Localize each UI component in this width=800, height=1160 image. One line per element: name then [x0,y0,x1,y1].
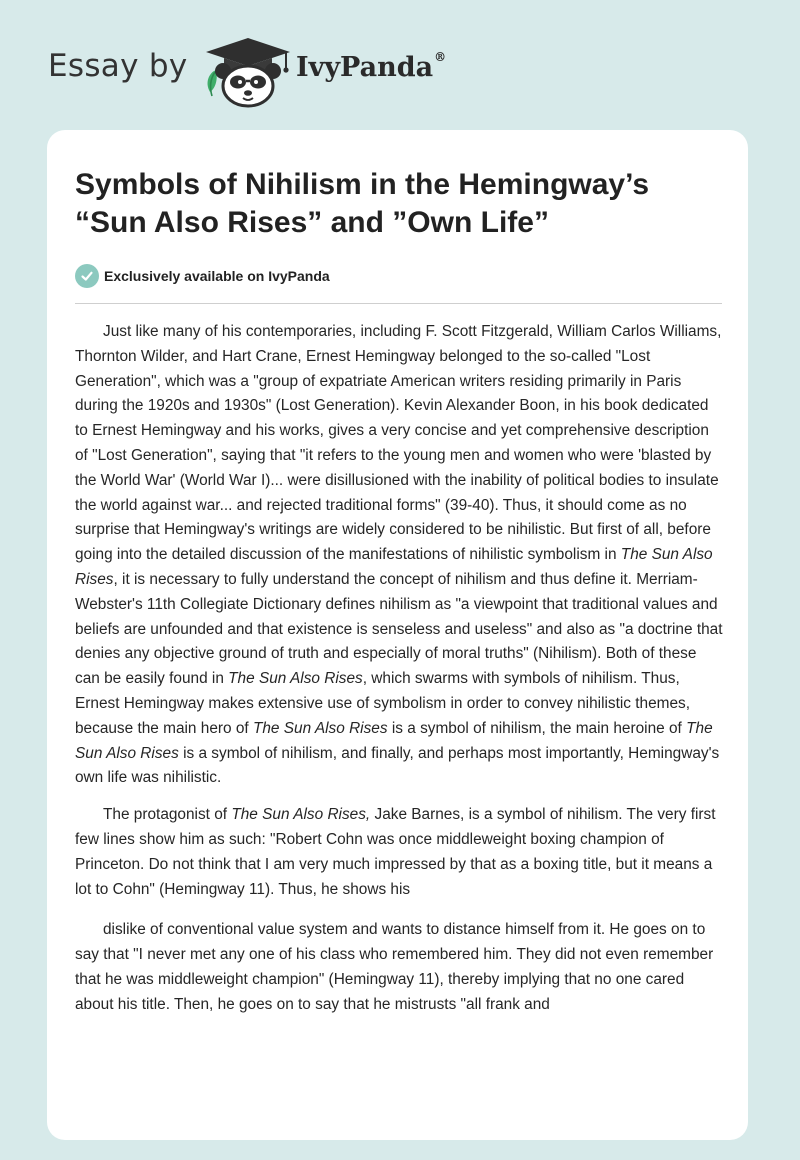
brand-name-text[interactable]: IvyPanda [296,52,434,83]
registered-mark: ® [434,50,447,64]
checkmark-icon [80,269,94,283]
text-run: Jake Barnes, is a symbol of nihilism. The very first few lines show him as such: "Robert Cohn was once middleweight boxing champion of Princeton. Do not think that I am very much impressed by that as a boxing title, but it means a lot to Cohn" (Hemingway 11). Thus, he shows his [75,806,716,898]
essay-body [75,320,725,1030]
essay-title: Symbols of Nihilism in the Hemingway’s “Sun Also Rises” and ”Own Life” [75,168,649,239]
book-title: The Sun Also Rises [228,670,363,688]
essay-paragraph-2 [75,803,725,902]
book-title: The Sun Also Rises, [231,806,371,824]
text-run: is a symbol of nihilism, the main heroine of [387,719,687,737]
essay-paragraph-3: dislike of conventional value system and wants to distance himself from it. He goes on to say that "I never met any one of his class who remembered him. They did not even remember that he was middleweight champion" (Hemingway 11), thereby implying that no one cared about his title. Then, he goes on to say that he mistrusts "all frank and [75,921,714,1013]
site-header [0,0,800,130]
checkmark-badge-icon [75,264,99,288]
exclusive-availability [75,263,330,289]
exclusive-label: Exclusively available on IvyPanda [104,268,330,284]
book-title: The Sun Also Rises [252,719,388,737]
text-run: , it is necessary to fully understand the concept of nihilism and thus define it. Merriam-Webster's 11th Collegiate Dictionary defines nihilism as "a viewpoint that traditional values and beliefs are unfounded and that existence is senseless and useless" and also as "a doctrine that denies any objective ground of truth and especially of moral truths" (Nihilism). Both of these can be easily found in [75,570,723,688]
book-title: The Sun Also Rises [75,546,713,588]
text-run: Just like many of his contemporaries, including F. Scott Fitzgerald, William Carlos Williams, Thornton Wilder, and Hart Crane, Ernest Hemingway belonged to the so-called "Lost Generation", which was a "group of expatriate American writers residing primarily in Paris during the 1920s and 1930s" (Lost Generation). Kevin Alexander Boon, in his book dedicated to Ernest Hemingway and his works, gives a very concise and yet comprehensive description of "Lost Generation", saying that "it refers to the young men and women who were 'blasted by the World War' (World War I)... were disillusioned with the inability of political bodies to insulate the world against war... and rejected traditional forms" (39-40). Thus, it should come as no surprise that Hemingway's writings are widely considered to be nihilistic. But first of all, before going into the detailed discussion of the manifestations of nihilistic symbolism in [75,323,722,564]
essay-paragraph-1 [75,320,725,791]
text-run: The protagonist of [103,806,232,824]
title-divider [75,303,722,304]
panda-graduation-cap-icon[interactable] [200,36,295,108]
brand-name[interactable] [296,52,446,83]
text-run: is a symbol of nihilism, and finally, and perhaps most importantly, Hemingway's own life was nihilistic. [75,744,720,787]
brand-prefix: Essay by [48,48,188,84]
essay-card [47,130,748,1140]
text-run: , which swarms with symbols of nihilism. Thus, Ernest Hemingway makes extensive use of symbolism in order to convey nihilistic themes, because the main hero of [75,670,691,737]
book-title: The Sun Also Rises [75,719,713,762]
